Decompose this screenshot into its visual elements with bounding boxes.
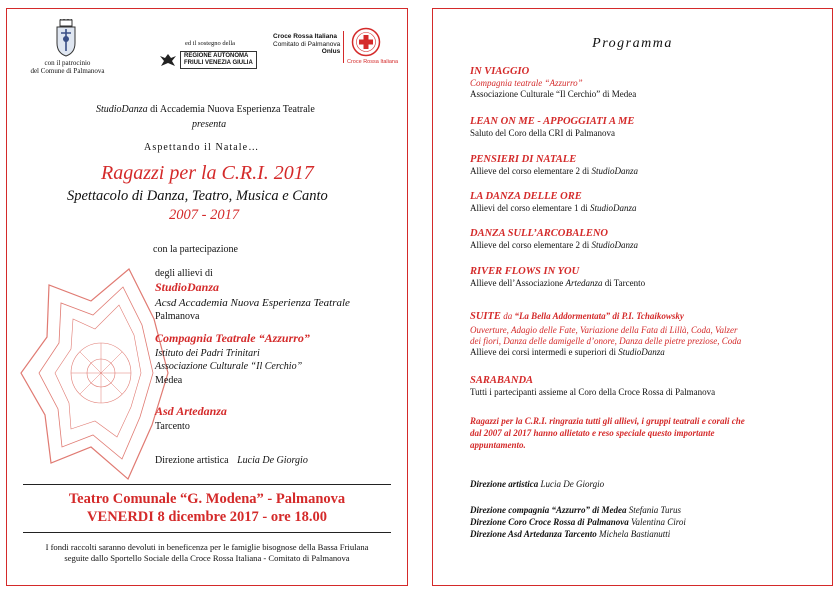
program-performers: Allieve del corso elementare 2 di [470,166,592,176]
patron-line-1: con il patrocinio [44,59,91,67]
program-title: SARABANDA [470,375,534,386]
group-line: Acsd Accademia Nuova Esperienza Teatrale [155,297,350,309]
suite-description: Ouverture, Adagio delle Fate, Variazione della Fata di Lillà, Coda, Valzer [470,325,738,335]
program-item [470,66,830,100]
support-label: ed il sostegno della [185,40,236,47]
direction-label: Direzione artistica [155,455,229,466]
region-logo [159,51,257,69]
credit-name: Stefania Turus [626,505,682,515]
left-page [6,8,408,586]
venue-bottom-rule [23,532,391,533]
credit-line [470,479,830,489]
partecipazione-label: con la partecipazione [153,244,238,255]
presenter-name: StudioDanza [96,104,148,115]
program-item-sarabanda [470,375,830,398]
fortress-map-icon [19,257,169,489]
program-item [470,228,830,251]
presenter-org: di Accademia Nuova Esperienza Teatrale [147,104,315,115]
programma-heading: Programma [592,36,673,51]
credit-label: Direzione compagnia “Azzurro” di Medea [470,505,627,515]
group-name: Asd Artedanza [155,404,227,418]
region-box [180,51,257,69]
program-title: DANZA SULL’ARCOBALENO [470,228,608,239]
program-performers: Allieve del corso elementare 2 di [470,240,592,250]
region-line-1: REGIONE AUTONOMA [184,53,249,59]
right-page [432,8,833,586]
credits-list [470,504,830,540]
program-performers: Saluto del Coro della CRI di Palmanova [470,128,615,138]
event-title: Ragazzi per la C.R.I. 2017 [101,162,314,184]
credit-label: Direzione Coro Croce Rossa di Palmanova [470,517,629,527]
suite-description: dei fiori, Danza delle damigelle d’onore, Danza delle pietre preziose, Coda [470,336,742,346]
event-date: VENERDI 8 dicembre 2017 - ore 18.00 [87,509,327,525]
group-name: StudioDanza [155,280,220,294]
program-performers: Associazione Culturale “Il Cerchio” di Medea [470,89,637,99]
credit-name: Michela Bastianutti [596,529,671,539]
cri-divider [343,31,344,63]
footer-line-1: I fondi raccolti saranno devoluti in beneficenza per le famiglie bisognose della Bassa Friulana [45,542,369,552]
program-school: StudioDanza [589,203,637,213]
event-years: 2007 - 2017 [169,207,240,223]
group-studiodanza [155,280,350,322]
cri-badge-caption: Croce Rossa Italiana [347,59,399,65]
program-performers: Allieve dei corsi intermedi e superiori di [470,347,619,357]
credit-name: Lucia De Giorgio [538,479,605,489]
program-title: RIVER FLOWS IN YOU [470,266,580,277]
cri-logo-text [273,33,340,56]
suite-work: “La Bella Addormentata” di P.I. Tchaikowsky [514,311,684,321]
red-cross-icon [351,27,381,57]
program-school: StudioDanza [591,240,638,250]
presenter-line [96,104,315,115]
program-school: StudioDanza [591,166,638,176]
program-company: Compagnia teatrale “Azzurro” [470,78,583,88]
palmanova-crest-icon [53,19,79,57]
group-line: Associazione Culturale “Il Cerchio” [155,361,303,372]
thanks-line: Ragazzi per la C.R.I. ringrazia tutti gli allievi, i gruppi teatrali e corali che [470,416,745,426]
aspettando-label: Aspettando il Natale… [144,142,260,153]
program-performers: Allieve dell’Associazione [470,278,566,288]
group-artedanza [155,404,227,432]
patron-line-2: del Comune di Palmanova [30,67,105,75]
cri-line-3: Onlus [321,48,341,55]
footer-note [7,542,407,564]
program-school: Artedanza [565,278,603,288]
suite-da: da [500,311,515,321]
event-subtitle: Spettacolo di Danza, Teatro, Musica e Canto [67,188,328,204]
credit-name: Valentina Ciroi [628,517,686,527]
cri-line-1: Croce Rossa Italiana [273,33,337,40]
credit-label: Direzione Asd Artedanza Tarcento [470,529,597,539]
program-performers: Allievi del corso elementare 1 di [470,203,590,213]
program-item [470,154,830,177]
footer-line-2: seguite dallo Sportello Sociale della Croce Rossa Italiana - Comitato di Palmanova [64,553,350,563]
program-title: PENSIERI DI NATALE [470,154,577,165]
group-azzurro [155,331,310,386]
venue: Teatro Comunale “G. Modena” - Palmanova [68,491,346,507]
program-title: LA DANZA DELLE ORE [470,191,582,202]
cri-line-2: Comitato di Palmanova [273,40,341,48]
thanks-note [470,415,830,451]
group-line: Istituto dei Padri Trinitari [155,348,260,359]
eagle-icon [159,52,177,68]
group-line: Medea [155,375,183,386]
program-item [470,116,830,139]
direction-name: Lucia De Giorgio [237,455,308,466]
program-performers: Tutti i partecipanti assieme al Coro della Croce Rossa di Palmanova [470,387,716,397]
artistic-direction [155,455,308,466]
program-town: di Tarcento [602,278,646,288]
region-line-2: FRIULI VENEZIA GIULIA [184,60,253,66]
patron-caption [25,59,110,75]
program-item [470,266,830,289]
group-line: Tarcento [155,421,190,432]
program-title: IN VIAGGIO [470,66,530,77]
credit-label: Direzione artistica [470,479,539,489]
program-item [470,191,830,214]
thanks-line: dal 2007 al 2017 hanno allietato e reso speciale questo importante [470,428,715,438]
allievi-label: degli allievi di [155,268,213,279]
presenta-label: presenta [192,119,227,130]
program-item-suite [470,306,830,358]
program-title: SUITE [470,311,501,322]
program-school: StudioDanza [618,347,665,357]
group-line: Palmanova [155,311,200,322]
venue-top-rule [23,484,391,485]
group-name: Compagnia Teatrale “Azzurro” [155,331,310,345]
thanks-line: appuntamento. [470,440,526,450]
program-title: LEAN ON ME - APPOGGIATI A ME [470,116,635,127]
